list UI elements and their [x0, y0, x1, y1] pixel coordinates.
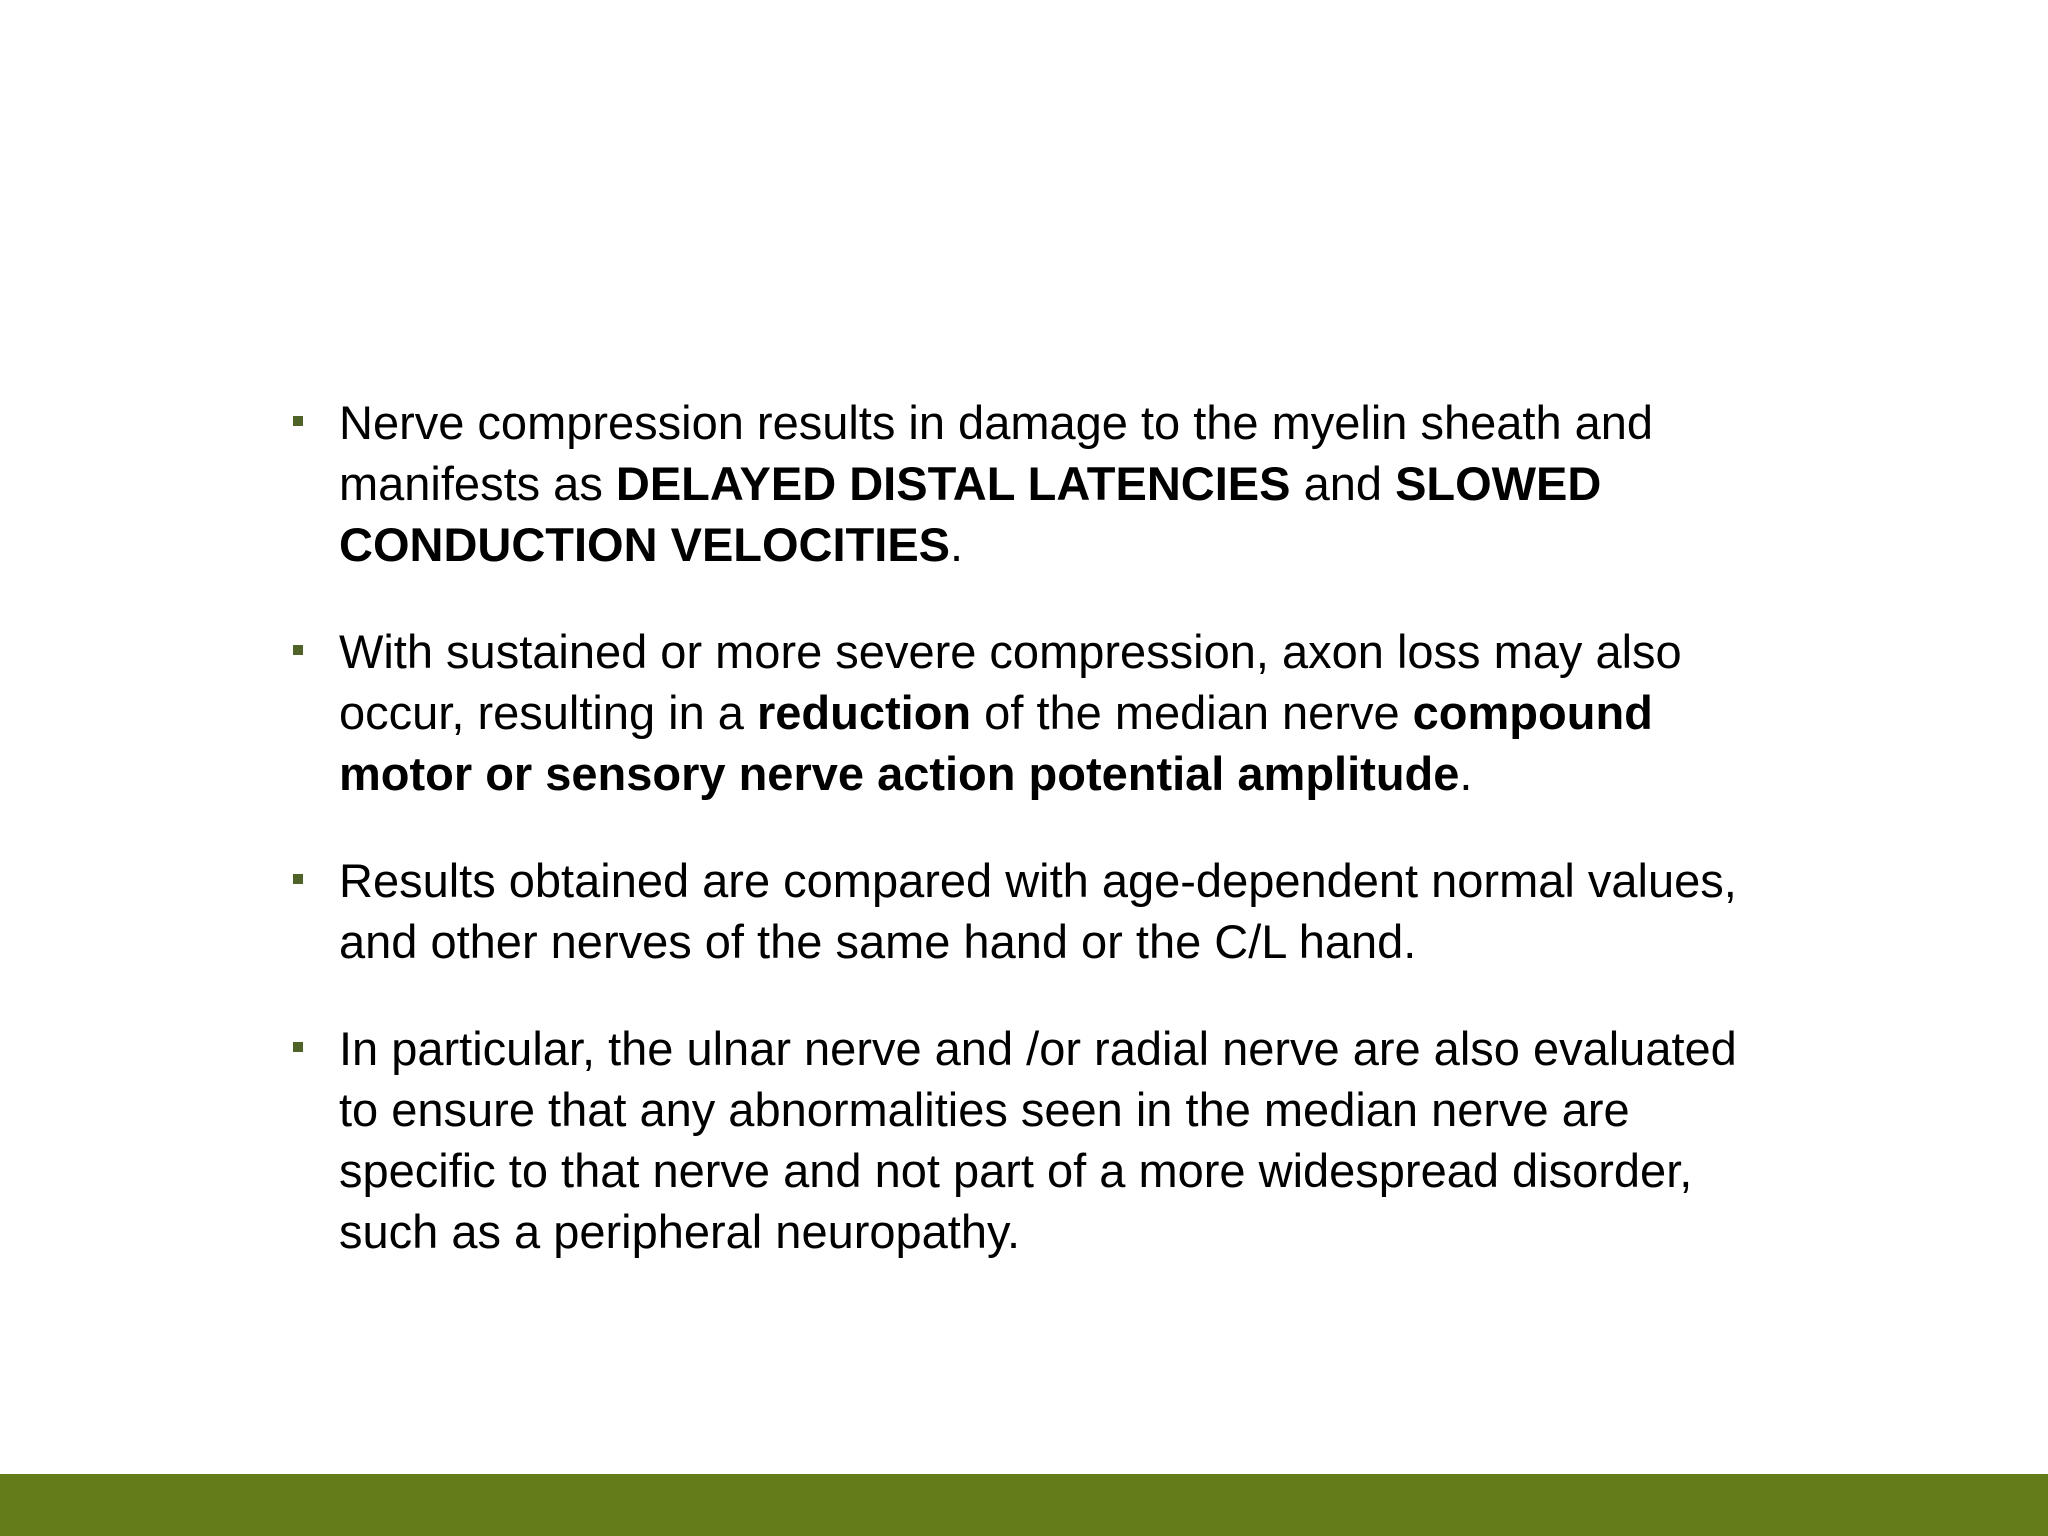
- bullet-text: Results obtained are compared with age-dependent normal values, and other nerves of the same hand or the C/L hand.: [339, 854, 1737, 968]
- bullet-text: .: [950, 518, 964, 571]
- bullet-text: of the median nerve: [971, 686, 1413, 739]
- slide-body: [288, 392, 1758, 1308]
- bullet-bold-text: DELAYED DISTAL LATENCIES: [615, 457, 1291, 510]
- square-bullet-icon: [293, 874, 303, 884]
- bullet-text: In particular, the ulnar nerve and /or radial nerve are also evaluated to ensure that any abnormalities seen in the median nerve are specific to that nerve and not part of a more widespread disorder, such as a peripheral neuropathy.: [339, 1022, 1737, 1258]
- bullet-text: With sustained or more severe compression, axon loss may also occur, resulting in a: [339, 625, 1682, 739]
- bullet-list: [288, 392, 1758, 1262]
- bullet-bold-text: SLOWED CONDUCTION VELOCITIES: [339, 457, 1602, 571]
- bullet-bold-text: compound motor or sensory nerve action potential amplitude: [339, 686, 1653, 800]
- square-bullet-icon: [293, 1042, 303, 1052]
- footer-bar: [0, 1474, 2048, 1536]
- bullet-text: and: [1290, 457, 1396, 510]
- bullet-bold-text: reduction: [757, 686, 972, 739]
- bullet-text: .: [1459, 747, 1473, 800]
- bullet-text: Nerve compression results in damage to the myelin sheath and manifests as: [339, 396, 1654, 510]
- bullet-item-ulnar-radial: [288, 1018, 1758, 1262]
- square-bullet-icon: [293, 416, 303, 426]
- bullet-item-results-compared: [288, 850, 1758, 972]
- square-bullet-icon: [293, 645, 303, 655]
- bullet-item-nerve-compression: [288, 392, 1758, 575]
- bullet-item-axon-loss: [288, 621, 1758, 804]
